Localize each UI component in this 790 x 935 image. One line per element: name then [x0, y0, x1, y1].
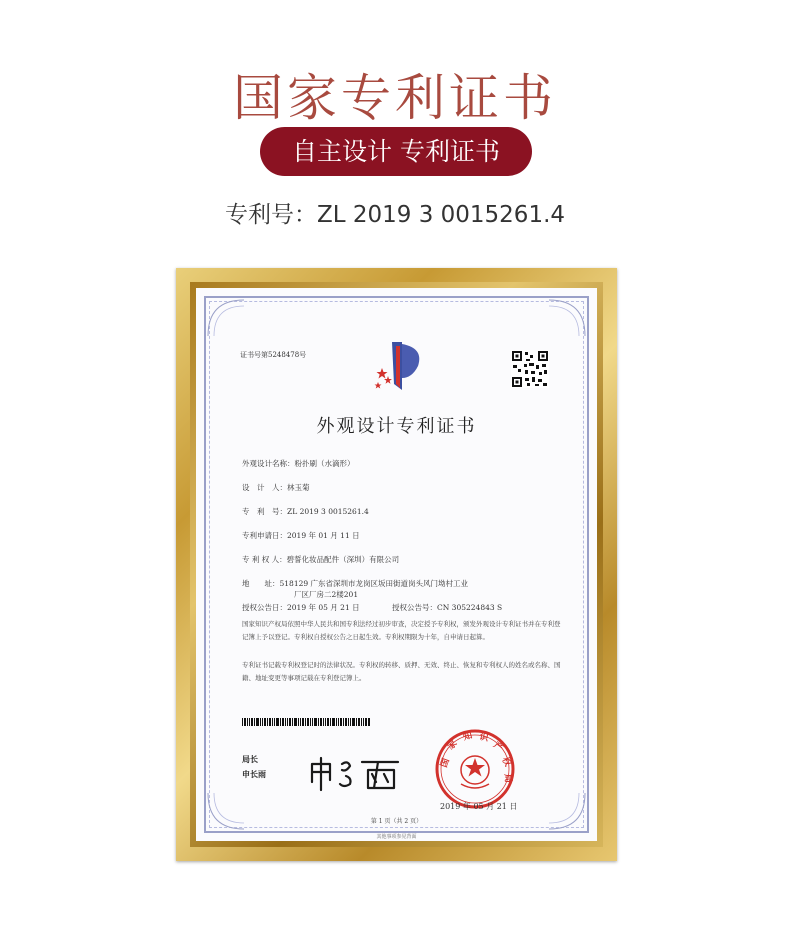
patent-office-logo-icon — [372, 338, 428, 394]
certificate-title: 外观设计专利证书 — [316, 416, 477, 437]
patent-number-line: 专利号：ZL 2019 3 0015261.4 — [224, 202, 566, 228]
certificate-paragraph-1: 国家知识产权局依照中华人民共和国专利法经过初步审查，决定授予专利权，颁发外观设计专利证书并在专利登记簿上予以登记。专利权自授权公告之日起生效。专利权期限为十年，自申请日起算。 — [242, 620, 561, 641]
field-value: 518129 广东省深圳市龙岗区坂田街道岗头风门坳村工业 — [279, 579, 469, 588]
field-value: 粉扑刷（水滴形） — [294, 459, 355, 468]
field-label: 设 计 人： — [242, 483, 287, 492]
field-address-line2 — [294, 589, 358, 600]
page-title: 国家专利证书 — [233, 69, 557, 127]
field-label: 专 利 号： — [242, 507, 287, 516]
field-label: 授权公告日： — [242, 603, 287, 612]
field-patent-number — [242, 506, 369, 517]
field-patentee — [242, 554, 399, 565]
corner-ornament-icon — [547, 791, 587, 831]
svg-text:知: 知 — [462, 730, 474, 743]
svg-text:权: 权 — [499, 755, 513, 769]
svg-text:家: 家 — [446, 738, 460, 753]
seal-date: 2019 年 05 月 21 日 — [440, 802, 518, 811]
corner-ornament-icon — [206, 298, 246, 338]
field-value: CN 305224843 S — [437, 603, 503, 612]
field-value: 2019 年 05 月 21 日 — [287, 603, 360, 612]
svg-text:识: 识 — [478, 732, 490, 744]
certificate-frame — [176, 268, 617, 861]
barcode-icon — [242, 718, 370, 726]
field-label: 专利申请日： — [242, 531, 287, 540]
field-value: 厂区厂房二2楼201 — [294, 590, 359, 599]
svg-text:局: 局 — [502, 773, 513, 784]
signature-name: 申长雨 — [242, 769, 266, 779]
field-label: 地 址： — [242, 579, 280, 588]
svg-text:产: 产 — [491, 740, 505, 754]
field-label: 外观设计名称： — [242, 459, 295, 468]
field-designer — [242, 482, 310, 493]
field-label: 授权公告号： — [392, 603, 437, 612]
subtitle-pill: 自主设计 专利证书 — [260, 127, 532, 176]
svg-text:国: 国 — [439, 757, 452, 770]
corner-ornament-icon — [547, 298, 587, 338]
signature-title: 局长 — [242, 754, 258, 764]
field-address — [242, 578, 468, 589]
page-number: 第 1 页（共 2 页） — [370, 818, 423, 825]
field-label: 专 利 权 人： — [242, 555, 287, 564]
field-value: 2019 年 01 月 11 日 — [287, 531, 360, 540]
certificate-paper — [196, 288, 597, 841]
official-seal-icon — [434, 728, 516, 810]
qr-code-icon — [511, 350, 549, 388]
certificate-paragraph-2: 专利证书记载专利权登记时的法律状况。专利权的转移、质押、无效、终止、恢复和专利权人的姓名或名称、国籍、地址变更等事项记载在专利登记簿上。 — [242, 661, 561, 682]
field-design-name — [242, 458, 355, 469]
field-value: 林玉菊 — [287, 483, 310, 492]
field-application-date — [242, 530, 360, 541]
field-value: ZL 2019 3 0015261.4 — [287, 507, 369, 516]
footer-print-note: 其他事项参见背面 — [376, 834, 417, 840]
handwritten-signature-icon — [306, 754, 406, 794]
corner-ornament-icon — [206, 791, 246, 831]
certificate-number: 证书号第5248478号 — [240, 351, 307, 359]
field-grant-number — [392, 602, 502, 613]
field-value: 碧誓化妆品配件（深圳）有限公司 — [286, 555, 400, 564]
field-grant-date — [242, 602, 360, 613]
